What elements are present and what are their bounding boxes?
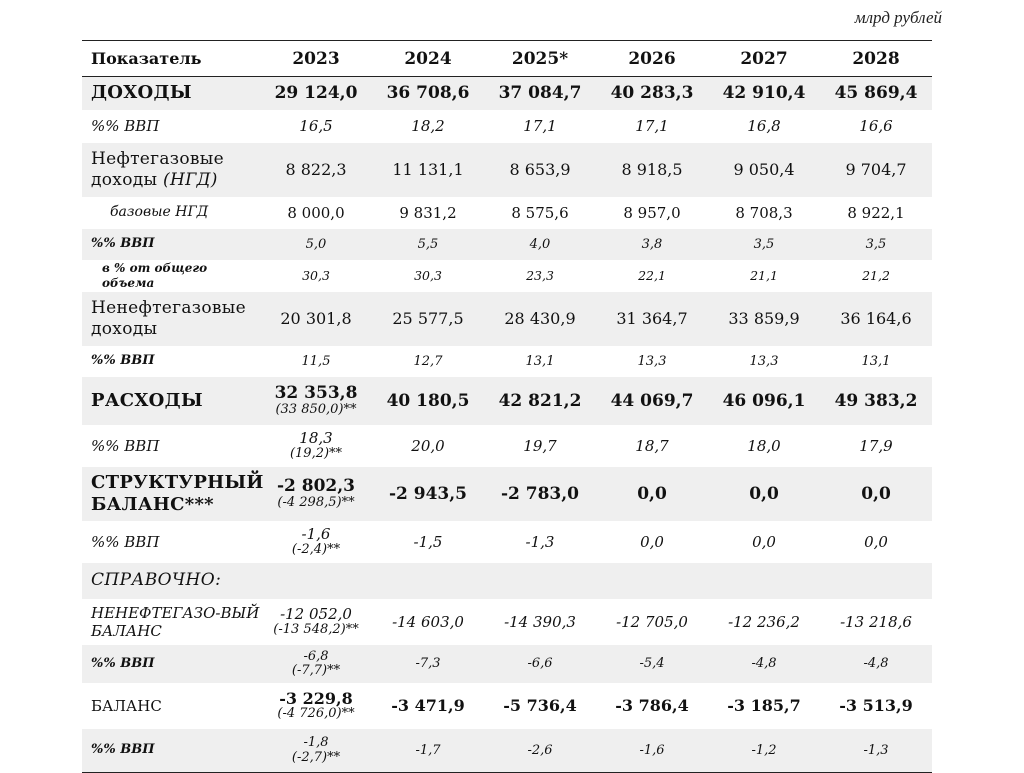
cell-value: 4,0 bbox=[484, 229, 596, 260]
cell-value: 20 301,8 bbox=[260, 292, 372, 346]
table-row-gdp-share bbox=[82, 729, 932, 773]
cell-main-value: 18,3 bbox=[299, 429, 333, 448]
cell-value: -1,7 bbox=[372, 729, 484, 773]
cell-value: 5,5 bbox=[372, 229, 484, 260]
cell-value: -12 705,0 bbox=[616, 612, 688, 631]
table-row-expenditures bbox=[82, 377, 932, 425]
cell-value: 18,0 bbox=[747, 436, 781, 455]
cell-value: 0,0 bbox=[708, 467, 820, 521]
cell-value: 21,2 bbox=[862, 268, 890, 283]
cell-note: (-4 726,0)** bbox=[277, 706, 355, 722]
row-label: НЕНЕФТЕГАЗО-ВЫЙ БАЛАНС bbox=[91, 603, 260, 640]
table-row-gdp-share bbox=[82, 645, 932, 683]
cell-main-value: -1,8 bbox=[303, 735, 329, 751]
cell-value: 33 859,9 bbox=[708, 292, 820, 346]
cell-value: 11,5 bbox=[301, 353, 331, 369]
table-row-gdp-share bbox=[82, 229, 932, 260]
cell-value: 3,5 bbox=[820, 229, 932, 260]
cell-value: 8 575,6 bbox=[511, 203, 569, 222]
table-row-reference-section bbox=[82, 563, 932, 599]
cell-value: 0,0 bbox=[752, 532, 776, 551]
cell-value: -13 218,6 bbox=[840, 612, 912, 631]
row-label: %% ВВП bbox=[91, 117, 160, 135]
cell-value: 8 918,5 bbox=[596, 143, 708, 197]
cell-value: 17,1 bbox=[635, 117, 669, 135]
cell-value: -3 786,4 bbox=[615, 696, 689, 715]
cell-value: 36 708,6 bbox=[372, 77, 484, 110]
unit-label: млрд рублей bbox=[854, 8, 942, 27]
cell-value: 5,0 bbox=[260, 229, 372, 260]
table-row-base-oil-gas bbox=[82, 197, 932, 229]
cell-note: (-2,4)** bbox=[291, 541, 341, 557]
table-row-balance bbox=[82, 683, 932, 729]
cell-value: 8 708,3 bbox=[735, 203, 793, 222]
cell-value: -14 390,3 bbox=[504, 612, 576, 631]
cell-value: -4,8 bbox=[820, 645, 932, 683]
cell-value: 11 131,1 bbox=[372, 143, 484, 197]
cell-value: 3,5 bbox=[708, 229, 820, 260]
cell-value: -7,3 bbox=[372, 645, 484, 683]
cell-value: 9 831,2 bbox=[399, 203, 457, 222]
cell-main-value: -6,8 bbox=[303, 648, 329, 664]
cell-value: 31 364,7 bbox=[596, 292, 708, 346]
header-year: 2024 bbox=[372, 41, 484, 77]
table-row-non-oil-gas-revenues bbox=[82, 292, 932, 346]
row-label: %% ВВП bbox=[82, 729, 260, 773]
header-year: 2025* bbox=[484, 41, 596, 77]
cell-value: 19,7 bbox=[523, 436, 557, 455]
cell-main-value: -12 052,0 bbox=[280, 605, 352, 624]
row-label bbox=[82, 143, 260, 197]
cell-value: 49 383,2 bbox=[820, 377, 932, 425]
cell-value: -3 185,7 bbox=[727, 696, 801, 715]
cell-main-value: -1,6 bbox=[301, 525, 331, 544]
cell-value: 37 084,7 bbox=[484, 77, 596, 110]
section-label: СПРАВОЧНО: bbox=[82, 563, 932, 599]
table-row-gdp-share bbox=[82, 110, 932, 143]
cell-value: 0,0 bbox=[640, 532, 664, 551]
cell-value: 12,7 bbox=[413, 353, 443, 369]
cell-value: 17,9 bbox=[859, 436, 893, 455]
cell-value bbox=[260, 467, 372, 521]
row-label: %% ВВП bbox=[82, 645, 260, 683]
cell-value bbox=[260, 599, 372, 645]
cell-value: 18,2 bbox=[411, 117, 445, 135]
row-label: %% ВВП bbox=[91, 532, 160, 551]
header-indicator: Показатель bbox=[82, 41, 260, 77]
cell-note: (-7,7)** bbox=[291, 662, 341, 678]
cell-value bbox=[260, 683, 372, 729]
cell-value: 3,8 bbox=[596, 229, 708, 260]
cell-value: -1,3 bbox=[820, 729, 932, 773]
cell-value: 8 000,0 bbox=[287, 203, 345, 222]
cell-value: -1,3 bbox=[525, 532, 555, 551]
cell-note: (-13 548,2)** bbox=[273, 621, 359, 637]
header-year: 2028 bbox=[820, 41, 932, 77]
cell-value: 45 869,4 bbox=[820, 77, 932, 110]
cell-value: 8 922,1 bbox=[847, 203, 905, 222]
table-row-gdp-share bbox=[82, 425, 932, 467]
cell-value: -3 513,9 bbox=[839, 696, 913, 715]
cell-value: 40 283,3 bbox=[596, 77, 708, 110]
cell-value: -12 236,2 bbox=[728, 612, 800, 631]
cell-value bbox=[260, 729, 372, 773]
cell-value: -1,5 bbox=[413, 532, 443, 551]
cell-value: 20,0 bbox=[411, 436, 445, 455]
table-header-row bbox=[82, 41, 932, 77]
table-row-structural-balance bbox=[82, 467, 932, 521]
cell-value bbox=[260, 425, 372, 467]
row-label: СТРУКТУРНЫЙ БАЛАНС*** bbox=[82, 467, 260, 521]
cell-value: -2 943,5 bbox=[372, 467, 484, 521]
cell-value: 13,1 bbox=[525, 353, 555, 369]
cell-value: 22,1 bbox=[638, 268, 666, 283]
table-row-revenues bbox=[82, 77, 932, 110]
cell-value: 30,3 bbox=[302, 268, 330, 283]
cell-value: 9 050,4 bbox=[708, 143, 820, 197]
table-row-gdp-share bbox=[82, 346, 932, 377]
row-label-text: Нефтегазовые доходы bbox=[91, 149, 224, 190]
cell-value: 44 069,7 bbox=[596, 377, 708, 425]
table-row-gdp-share bbox=[82, 521, 932, 563]
cell-value bbox=[260, 521, 372, 563]
cell-value: 13,3 bbox=[637, 353, 667, 369]
cell-value: -5 736,4 bbox=[503, 696, 577, 715]
header-year: 2027 bbox=[708, 41, 820, 77]
cell-main-value: 32 353,8 bbox=[274, 383, 358, 404]
cell-value: -1,6 bbox=[596, 729, 708, 773]
cell-value: -2,6 bbox=[484, 729, 596, 773]
cell-value: 25 577,5 bbox=[372, 292, 484, 346]
cell-value: 16,5 bbox=[299, 117, 333, 135]
budget-table bbox=[82, 40, 932, 773]
cell-value: -4,8 bbox=[708, 645, 820, 683]
cell-value: 42 910,4 bbox=[708, 77, 820, 110]
cell-value: 8 653,9 bbox=[484, 143, 596, 197]
row-label: базовые НГД bbox=[110, 204, 209, 221]
cell-value: 30,3 bbox=[414, 268, 442, 283]
row-label: %% ВВП bbox=[91, 436, 160, 455]
table-row-oil-gas-revenues bbox=[82, 143, 932, 197]
cell-note: (33 850,0)** bbox=[275, 402, 357, 418]
row-label: ДОХОДЫ bbox=[82, 77, 260, 110]
cell-value: 13,3 bbox=[749, 353, 779, 369]
cell-value: -3 471,9 bbox=[391, 696, 465, 715]
cell-value: -5,4 bbox=[596, 645, 708, 683]
cell-main-value: -3 229,8 bbox=[279, 688, 353, 708]
cell-value: -6,6 bbox=[484, 645, 596, 683]
cell-value: 36 164,6 bbox=[820, 292, 932, 346]
cell-value: 21,1 bbox=[750, 268, 778, 283]
cell-value bbox=[260, 645, 372, 683]
cell-value: 16,8 bbox=[747, 117, 781, 135]
cell-value: -14 603,0 bbox=[392, 612, 464, 631]
cell-value: 13,1 bbox=[861, 353, 891, 369]
cell-value: 16,6 bbox=[859, 117, 893, 135]
cell-value: 23,3 bbox=[526, 268, 554, 283]
cell-note: (19,2)** bbox=[289, 445, 343, 461]
cell-value: 0,0 bbox=[820, 467, 932, 521]
cell-value: 0,0 bbox=[864, 532, 888, 551]
cell-value: -1,2 bbox=[708, 729, 820, 773]
cell-value: 46 096,1 bbox=[708, 377, 820, 425]
cell-main-value: -2 802,3 bbox=[276, 476, 356, 497]
cell-value bbox=[260, 377, 372, 425]
table-row-non-oil-gas-balance bbox=[82, 599, 932, 645]
header-year: 2023 bbox=[260, 41, 372, 77]
cell-value: 28 430,9 bbox=[484, 292, 596, 346]
cell-value: 40 180,5 bbox=[372, 377, 484, 425]
cell-value: -2 783,0 bbox=[484, 467, 596, 521]
row-label: в % от общего объема bbox=[102, 261, 208, 290]
cell-value: 0,0 bbox=[596, 467, 708, 521]
row-label: БАЛАНС bbox=[91, 696, 162, 715]
cell-value: 8 957,0 bbox=[623, 203, 681, 222]
cell-value: 29 124,0 bbox=[260, 77, 372, 110]
cell-note: (-2,7)** bbox=[291, 749, 341, 765]
cell-value: 42 821,2 bbox=[484, 377, 596, 425]
table-row-share-of-total bbox=[82, 260, 932, 292]
cell-value: 18,7 bbox=[635, 436, 669, 455]
row-label: РАСХОДЫ bbox=[82, 377, 260, 425]
cell-value: 17,1 bbox=[523, 117, 557, 135]
cell-value: 8 822,3 bbox=[260, 143, 372, 197]
header-year: 2026 bbox=[596, 41, 708, 77]
row-label: Ненефтегазовые доходы bbox=[82, 292, 260, 346]
cell-value: 9 704,7 bbox=[820, 143, 932, 197]
row-label: %% ВВП bbox=[82, 229, 260, 260]
cell-note: (-4 298,5)** bbox=[277, 495, 355, 511]
row-label: %% ВВП bbox=[91, 353, 155, 369]
row-label-suffix: (НГД) bbox=[163, 169, 218, 190]
